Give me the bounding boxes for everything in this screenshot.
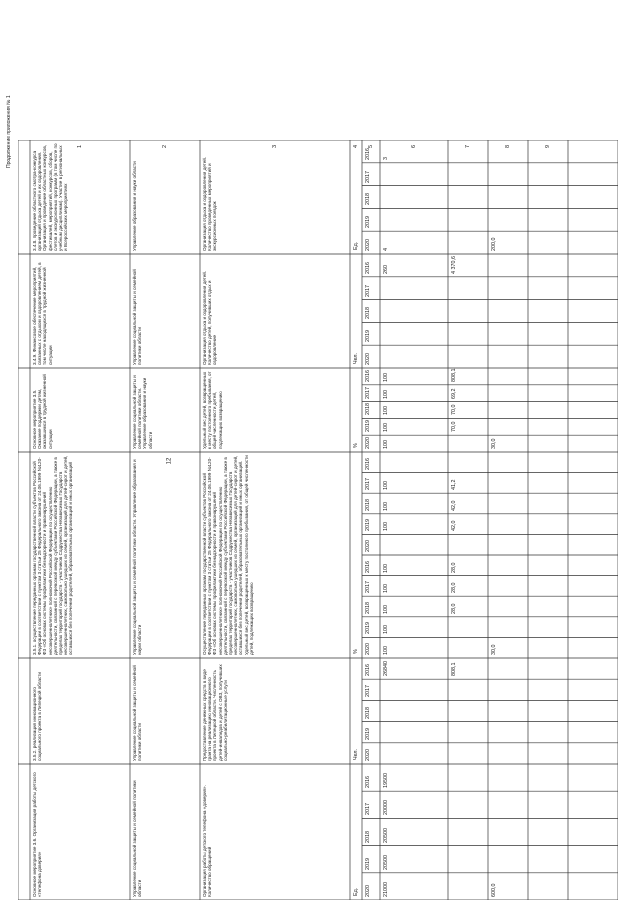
row-1-year: 2020 [365, 353, 371, 365]
row-3-value-5: 100 [383, 522, 389, 532]
row-3-year: 2017 [365, 478, 371, 491]
row-3-value-6: 28,0 [451, 562, 457, 573]
row-5-year: 2016 [365, 776, 371, 789]
row-3-executor: Управление социальной защиты и семейной политики области. Управление образования и науки области [132, 459, 143, 655]
row-3-unit: % [353, 649, 359, 654]
row-4-year: 2018 [365, 706, 371, 719]
row-1-year: 2017 [365, 284, 371, 297]
row-3-indicator: Осуществление переданных органам государственной власти субъектов Российской Федерации в соответствии с пунктом 3 статьи 25 Федерального закона от 24.06.1999 №120-ФЗ «Об основах системы профилактики безнадзорности и правонарушений несовершеннолетних» полномочий Российской Федерации по осуществлению деятельности, связанной с перевозкой между субъектами Российской Федерации, а также в пределах территорий государств - участников Содружества Независимых Государств несовершеннолетних, самовольно ушедших из семей, организаций для детей-сирот и детей, оставшихся без попечения родителей, образовательных организаций и иных организаций. Удельный вес детей, возвращенных к месту постоянного пребывания, от общей численности детей, подлежащих возвращению [202, 455, 254, 655]
row-3-value-5: 100 [383, 625, 389, 635]
column-header-8: 8 [505, 144, 511, 148]
row-2-value-6: 808,1 [451, 368, 457, 382]
row-2-unit: % [353, 443, 359, 448]
row-2-value-7: 30,0 [491, 438, 497, 449]
row-1-activity: 3.4.9. Финансовое обеспечение мероприятий, связанных с отдыхом и оздоровлением детей, в том числе находящихся в трудной жизненной ситуации [32, 262, 53, 365]
row-1-value-6: 4 370,6 [451, 255, 457, 274]
column-header-2: 2 [162, 144, 168, 148]
row-3-value-5: 100 [383, 604, 389, 614]
row-0-value-5: 3 [383, 156, 389, 160]
row-3-year: 2020 [365, 540, 371, 552]
row-5-executor: Управление социальной защиты и семейной политики области [132, 780, 143, 897]
row-3-year: 2017 [365, 581, 371, 594]
row-5-indicator: Организация работы детского телефона «доверия». Количество обращений [202, 785, 213, 897]
row-1-executor: Управление социальной защиты и семейной политики области [132, 269, 143, 365]
row-3-year: 2020 [365, 643, 371, 655]
row-5-value-5: 21000 [383, 882, 389, 897]
row-5-value-5: 20500 [383, 827, 389, 843]
row-2-year: 2019 [365, 420, 371, 433]
row-4-year: 2017 [365, 685, 371, 698]
row-5-year: 2017 [365, 803, 371, 816]
row-4-year: 2019 [365, 727, 371, 740]
row-3-year: 2016 [365, 457, 371, 470]
row-2-value-5: 100 [383, 389, 389, 399]
row-2-activity: Основное мероприятие 3.5. Оказание поддержки детям, оказавшимся в трудной жизненной ситуации [32, 374, 53, 449]
row-3-value-5: 100 [383, 481, 389, 491]
note-text: Продолжение приложения № 1 [6, 95, 12, 168]
row-2-value-5: 100 [383, 440, 389, 449]
rotated-table [18, 140, 618, 900]
row-5-value-5: 20000 [383, 800, 389, 816]
row-4-executor: Управление социальной защиты и семейной политики области [132, 665, 143, 761]
row-1-unit: Чел. [353, 352, 359, 364]
row-0-value-7: 200,0 [491, 237, 497, 251]
row-3-value-5: 100 [383, 501, 389, 511]
row-2-value-6: 69,2 [451, 388, 457, 399]
row-2-year: 2017 [365, 386, 371, 399]
row-1-year: 2018 [365, 307, 371, 320]
row-5-value-7: 600,0 [491, 883, 497, 897]
row-3-year: 2018 [365, 601, 371, 614]
row-3-value-5: 100 [383, 646, 389, 655]
row-4-value-5: 26840 [383, 661, 389, 677]
row-5-value-5: 20500 [383, 854, 389, 870]
row-0-year: 2016 [365, 147, 371, 160]
row-2-year: 2016 [365, 369, 371, 382]
column-header-1: 1 [77, 144, 83, 148]
row-5-year: 2020 [365, 885, 371, 897]
row-3-value-6: 42,0 [451, 500, 457, 511]
column-header-5: 5 [368, 144, 374, 148]
row-4-activity: 3.5.2. реализация инновационного социального проекта в Липецкой области [32, 672, 43, 761]
row-3-value-6: 28,0 [451, 603, 457, 614]
row-0-value-5: 4 [383, 248, 389, 251]
row-5-year: 2018 [365, 830, 371, 843]
row-0-unit: Ед. [353, 241, 359, 250]
row-3-value-6: 42,0 [451, 520, 457, 532]
row-3-value-7: 30,0 [491, 644, 497, 655]
row-1-year: 2016 [365, 261, 371, 274]
row-2-year: 2020 [365, 437, 371, 449]
row-4-year: 2020 [365, 749, 371, 761]
row-1-indicator: Организация отдыха и оздоровления детей. Количество детей, получивших отдых и оздоровление [202, 270, 218, 365]
row-5-year: 2019 [365, 857, 371, 870]
row-4-unit: Чел. [353, 748, 359, 760]
row-2-executor: Управление социальной защиты и семейной политики области. Управление образования и науки области [132, 375, 153, 449]
row-3-value-6: 41,2 [451, 479, 457, 491]
row-0-year: 2020 [365, 239, 371, 251]
row-3-year: 2019 [365, 622, 371, 635]
row-2-value-5: 100 [383, 406, 389, 416]
column-header-7: 7 [465, 144, 471, 148]
row-2-year: 2018 [365, 403, 371, 416]
row-0-year: 2019 [365, 216, 371, 229]
row-3-year: 2018 [365, 498, 371, 511]
row-2-indicator: Удельный вес детей, возвращенных к месту постоянного пребывания, от общей численности детей, подлежащих возвращению [202, 371, 223, 449]
row-5-activity: Основное мероприятие 3.6. Организация работы детского «телефона доверия» [32, 772, 43, 897]
row-0-indicator: Организация отдыха и оздоровления детей. Количество проведенных мероприятий и экскурсионных поездок [202, 156, 218, 251]
row-0-activity: 3.4.8. проведение областного смотра-конкурса организаций отдыха детей и их оздоровления. Организация и проведение областных конкурсов, фестивалей, мероприятий, конкурсов, сборов, слетов и экскурсионных программ (в том числе по учебным дисциплинам). Участие в региональных и Всероссийских мероприятиях [32, 143, 69, 251]
row-3-value-5: 100 [383, 584, 389, 594]
row-1-value-5: 260 [383, 264, 389, 274]
row-5-unit: Ед. [353, 887, 359, 896]
row-3-year: 2019 [365, 519, 371, 532]
row-2-value-6: 70,0 [451, 404, 457, 416]
column-header-4: 4 [353, 144, 359, 148]
row-3-value-5: 100 [383, 563, 389, 573]
row-3-value-6: 28,0 [451, 582, 457, 594]
row-2-value-5: 100 [383, 372, 389, 382]
row-2-value-6: 70,0 [451, 421, 457, 433]
row-3-year: 2016 [365, 560, 371, 573]
row-2-value-5: 100 [383, 423, 389, 433]
column-header-9: 9 [545, 144, 551, 148]
row-4-value-6: 808,1 [451, 662, 457, 677]
row-0-year: 2017 [365, 170, 371, 183]
table-grid [18, 140, 618, 900]
column-header-3: 3 [272, 144, 278, 148]
row-4-year: 2016 [365, 664, 371, 677]
page-number: 12 [166, 457, 173, 465]
row-3-activity: 3.5.1. осуществление переданных органам государственной власти субъектов Российской Федерации в соответствии с пунктом 3 статьи 25 Федерального закона от 24.06.1999 №120-ФЗ «Об основах системы профилактики безнадзорности и правонарушений несовершеннолетних» полномочий Российской Федерации по осуществлению деятельности, связанной с перевозкой между субъектами Российской Федерации, а также в пределах территорий государств - участников Содружества Независимых Государств несовершеннолетних, самовольно ушедших из семей, организаций для детей-сирот и детей, оставшихся без попечения родителей, образовательных организаций и иных организаций [32, 455, 74, 655]
row-0-year: 2018 [365, 193, 371, 206]
column-header-6: 6 [411, 144, 417, 148]
row-1-year: 2019 [365, 330, 371, 343]
row-5-value-5: 19500 [383, 773, 389, 789]
row-4-indicator: Предоставление денежных средств в виде гранта на реализацию инновационного проекта в Липецкой области. Численность детей-инвалидов и детей с ОВЗ, получивших социально-реабилитационные услуги [202, 664, 228, 761]
row-0-executor: Управление образования и науки области [132, 161, 137, 251]
